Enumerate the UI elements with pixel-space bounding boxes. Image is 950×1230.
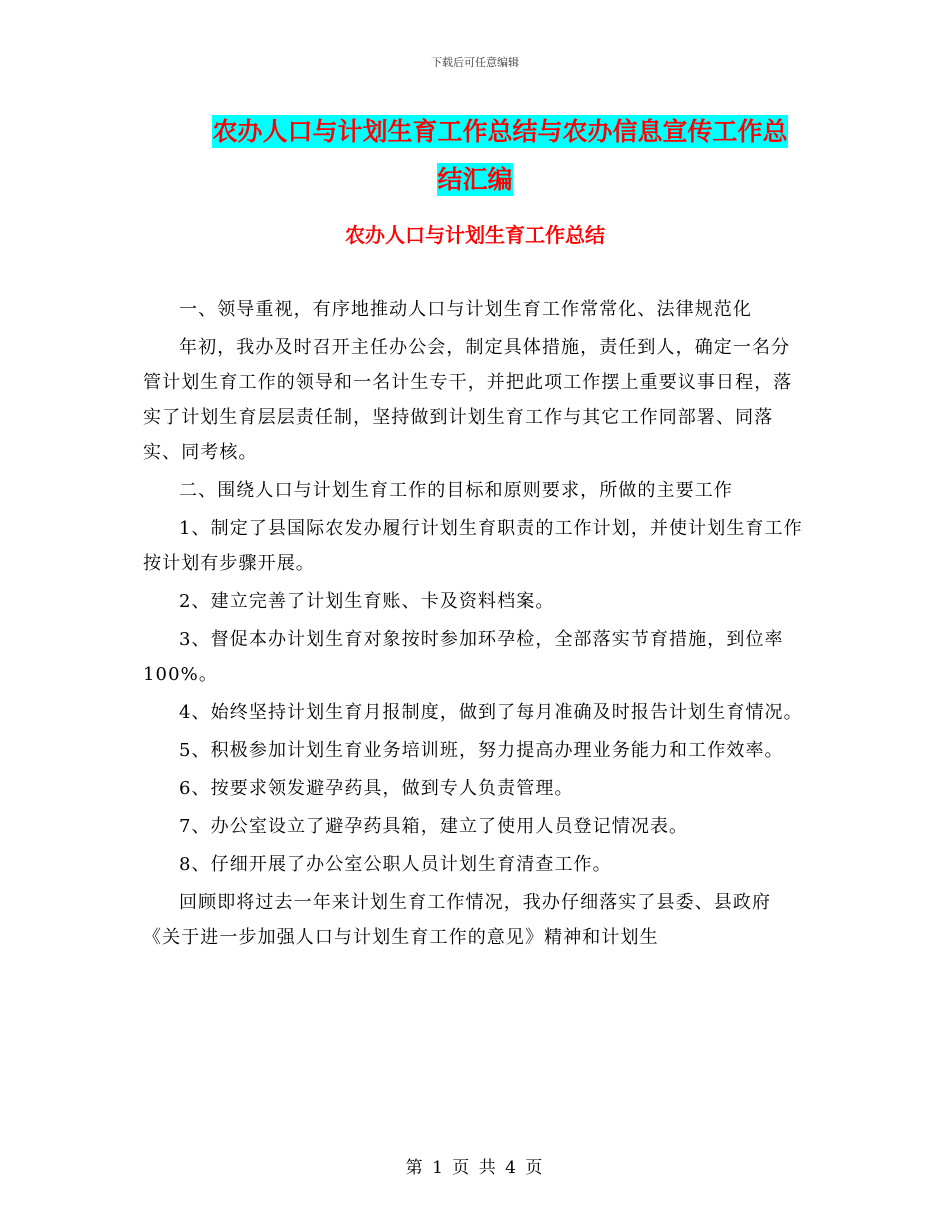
title-highlight-1: 农办人口与计划生育工作总结与农办信息宣传工作总: [212, 117, 788, 146]
paragraph: 8、仔细开展了办公室公职人员计划生育清查工作。: [179, 854, 612, 875]
document-title-line-1: [0, 108, 950, 156]
paragraph: 7、办公室设立了避孕药具箱，建立了使用人员登记情况表。: [179, 816, 689, 837]
paragraph: 3、督促本办计划生育对象按时参加环孕检，全部落实节育措施，到位率100%。: [143, 629, 784, 685]
paragraph: 6、按要求领发避孕药具，做到专人负责管理。: [179, 778, 574, 799]
paragraph: 2、建立完善了计划生育账、卡及资料档案。: [179, 591, 555, 612]
paragraph: 4、始终坚持计划生育月报制度，做到了每月准确及时报告计划生育情况。: [179, 702, 803, 723]
page-footer: 第 1 页 共 4 页: [405, 1158, 545, 1178]
document-title-line-2: [437, 163, 512, 196]
paragraph: 5、积极参加计划生育业务培训班，努力提高办理业务能力和工作效率。: [179, 740, 784, 761]
header-note: 下载后可任意编辑: [431, 56, 519, 69]
document-title: [0, 108, 950, 204]
paragraph: 二、围绕人口与计划生育工作的目标和原则要求，所做的主要工作: [179, 480, 733, 501]
section-title: 农办人口与计划生育工作总结: [345, 223, 605, 247]
paragraph: 年初，我办及时召开主任办公会，制定具体措施，责任到人，确定一名分管计划生育工作的领导和一名计生专干，并把此项工作摆上重要议事日程，落实了计划生育层层责任制，坚持做到计划生育工作与其它工作同部署、同落实、同考核。: [143, 337, 793, 463]
title-highlight-2: 结汇编: [437, 165, 513, 194]
paragraph: 1、制定了县国际农发办履行计划生育职责的工作计划，并使计划生育工作按计划有步骤开展。: [143, 518, 803, 574]
paragraph: 一、领导重视，有序地推动人口与计划生育工作常常化、法律规范化: [179, 299, 752, 320]
body-text: [143, 292, 807, 958]
paragraph: 回顾即将过去一年来计划生育工作情况，我办仔细落实了县委、县政府《关于进一步加强人口与计划生育工作的意见》精神和计划生: [143, 892, 772, 948]
